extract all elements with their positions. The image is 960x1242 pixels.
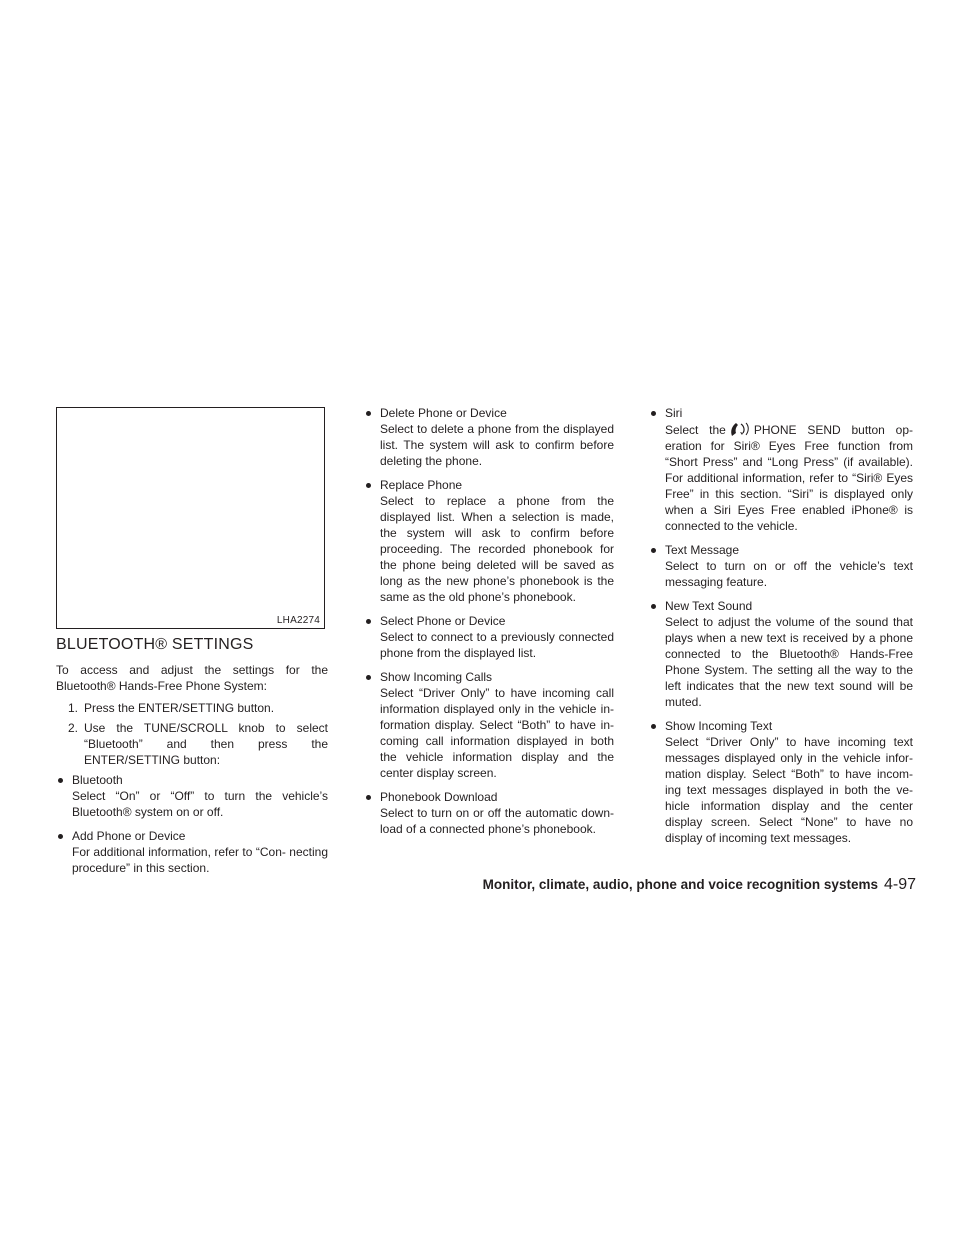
item-show-incoming-text: Show Incoming Text Select “Driver Only” to have incoming text messages displayed only in the vehicle infor- mation display. Select “Both” to have incom- ing text messages displayed in both the ve- hicle information display and the center display screen. Select “None” to have no display of incoming text messages. bbox=[649, 718, 913, 846]
page-footer bbox=[483, 876, 916, 894]
step-1: 1. Press the ENTER/SETTING button. bbox=[68, 701, 275, 715]
item-phonebook-download: Phonebook Download Select to turn on or off the automatic down- load of a connected phone’s phonebook. bbox=[364, 789, 614, 837]
item-delete-phone: Delete Phone or Device Select to delete a phone from the displayed list. The system will ask to confirm before deleting the phone. bbox=[364, 405, 614, 469]
section-heading: BLUETOOTH® SETTINGS bbox=[56, 636, 254, 653]
step-2: 2. Use the TUNE/SCROLL knob to select “Bluetooth” and then press the ENTER/SETTING button: bbox=[68, 721, 328, 767]
item-show-incoming-calls: Show Incoming Calls Select “Driver Only” to have incoming call information displayed only in the vehicle in- formation display. Select “Both” to have in- coming call information displayed in both the vehicle information display and the center display screen. bbox=[364, 669, 614, 781]
item-text-message: Text Message Select to turn on or off the vehicle’s text messaging feature. bbox=[649, 542, 913, 590]
item-select-phone: Select Phone or Device Select to connect to a previously connected phone from the displayed list. bbox=[364, 613, 614, 661]
item-siri: Siri Select the PHONE SEND button op- eration for Siri® Eyes Free function from “Short Press” and “Long Press” (if available). For additional information, refer to “Siri® Eyes Free” in this section. “Siri” is displayed only when a Siri Eyes Free enabled iPhone® is connected to the vehicle. bbox=[649, 405, 913, 534]
item-add-phone: Add Phone or Device For additional information, refer to “Con- necting procedure” in this section. bbox=[56, 828, 328, 876]
page-number: 4-97 bbox=[883, 876, 916, 893]
column-1 bbox=[56, 662, 328, 884]
column-2 bbox=[364, 405, 614, 845]
figure-placeholder bbox=[56, 407, 325, 629]
item-bluetooth: Bluetooth Select “On” or “Off” to turn the vehicle’s Bluetooth® system on or off. bbox=[56, 772, 328, 820]
footer-title: Monitor, climate, audio, phone and voice recognition systems bbox=[482, 877, 878, 892]
item-replace-phone: Replace Phone Select to replace a phone from the displayed list. When a selection is made, the system will ask to confirm before proceeding. The recorded phonebook for the phone being deleted will be saved as long as the new phone’s phonebook is the same as the old phone’s phonebook. bbox=[364, 477, 614, 605]
figure-code: LHA2274 bbox=[276, 615, 320, 626]
item-new-text-sound: New Text Sound Select to adjust the volume of the sound that plays when a new text is received by a phone connected to the Bluetooth® Hands-Free Phone System. The setting all the way to the left indicates that the new text sound will be muted. bbox=[649, 598, 913, 710]
intro-text: To access and adjust the settings for the Bluetooth® Hands-Free Phone System: bbox=[56, 663, 328, 693]
column-3 bbox=[649, 405, 913, 854]
phone-send-icon bbox=[728, 421, 752, 437]
